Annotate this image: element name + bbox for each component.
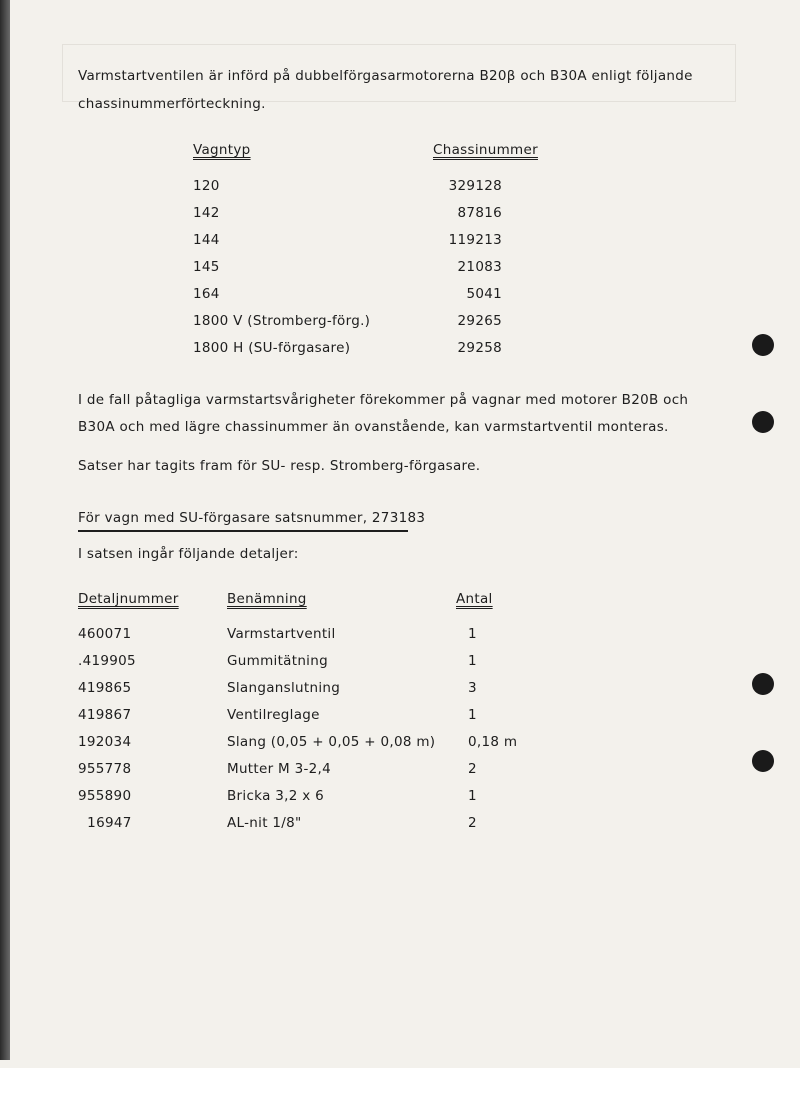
chassis-header-type: Vagntyp [193, 142, 251, 158]
paragraph-2: Satser har tagits fram för SU- resp. Stromberg-förgasare. [78, 458, 481, 474]
parts-header-quantity: Antal [456, 591, 493, 607]
chassis-header-number: Chassinummer [433, 142, 538, 158]
parts-row-quantity: 1 [468, 626, 477, 642]
binder-hole [752, 411, 774, 433]
parts-row-part-number: 955890 [78, 788, 132, 804]
parts-row-part-number: 419867 [78, 707, 132, 723]
chassis-row-type: 1800 H (SU-förgasare) [193, 340, 351, 356]
chassis-row-type: 142 [193, 205, 220, 221]
paragraph-1-line-2: B30A och med lägre chassinummer än ovanstående, kan varmstartventil monteras. [78, 419, 669, 435]
parts-row-quantity: 1 [468, 707, 477, 723]
parts-row-quantity: 2 [468, 761, 477, 777]
parts-row-part-number: 955778 [78, 761, 132, 777]
parts-row-name: Mutter M 3-2,4 [227, 761, 332, 777]
parts-row-name: Varmstartventil [227, 626, 336, 642]
parts-row-name: Ventilreglage [227, 707, 320, 723]
kit-heading-underline [78, 530, 408, 532]
parts-row-part-number: 419865 [78, 680, 132, 696]
intro-line-2: chassinummerförteckning. [78, 96, 266, 112]
parts-row-part-number: 16947 [78, 815, 132, 831]
parts-header-part-number: Detaljnummer [78, 591, 179, 607]
chassis-row-type: 145 [193, 259, 220, 275]
parts-row-name: Bricka 3,2 x 6 [227, 788, 324, 804]
parts-row-name: Gummitätning [227, 653, 328, 669]
scan-bottom-margin [0, 1068, 800, 1099]
chassis-row-number: 87816 [457, 205, 502, 221]
chassis-row-number: 119213 [448, 232, 502, 248]
parts-header-name: Benämning [227, 591, 307, 607]
parts-row-part-number: .419905 [78, 653, 136, 669]
page-left-edge [0, 0, 10, 1060]
chassis-row-type: 1800 V (Stromberg-förg.) [193, 313, 371, 329]
parts-row-name: AL-nit 1/8" [227, 815, 302, 831]
binder-hole [752, 673, 774, 695]
binder-hole [752, 334, 774, 356]
parts-row-name: Slang (0,05 + 0,05 + 0,08 m) [227, 734, 436, 750]
chassis-row-number: 329128 [448, 178, 502, 194]
parts-row-quantity: 2 [468, 815, 477, 831]
parts-row-part-number: 192034 [78, 734, 132, 750]
chassis-row-number: 29265 [457, 313, 502, 329]
parts-row-quantity: 1 [468, 788, 477, 804]
chassis-row-number: 29258 [457, 340, 502, 356]
chassis-row-type: 164 [193, 286, 220, 302]
parts-row-quantity: 1 [468, 653, 477, 669]
paragraph-1-line-1: I de fall påtagliga varmstartsvårigheter förekommer på vagnar med motorer B20B och [78, 392, 689, 408]
binder-hole [752, 750, 774, 772]
kit-intro: I satsen ingår följande detaljer: [78, 546, 299, 562]
parts-row-name: Slanganslutning [227, 680, 341, 696]
parts-row-quantity: 3 [468, 680, 477, 696]
parts-row-quantity: 0,18 m [468, 734, 518, 750]
chassis-row-type: 144 [193, 232, 220, 248]
chassis-row-number: 21083 [457, 259, 502, 275]
chassis-row-number: 5041 [466, 286, 502, 302]
chassis-row-type: 120 [193, 178, 220, 194]
parts-row-part-number: 460071 [78, 626, 132, 642]
intro-line-1: Varmstartventilen är införd på dubbelförgasarmotorerna B20β och B30A enligt följande [78, 68, 693, 84]
kit-heading: För vagn med SU-förgasare satsnummer, 273183 [78, 510, 426, 526]
